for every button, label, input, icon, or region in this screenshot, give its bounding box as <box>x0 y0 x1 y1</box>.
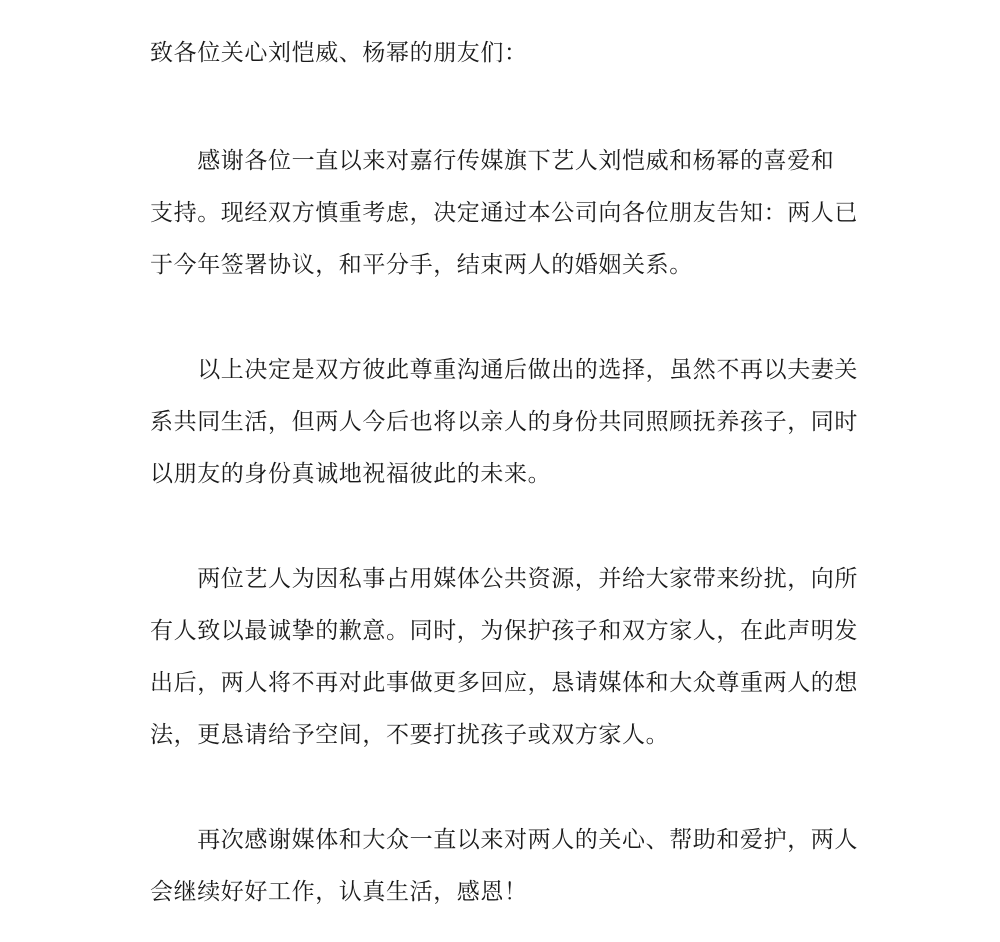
paragraph-line: 支持。现经双方慎重考虑，决定通过本公司向各位朋友告知：两人已 <box>150 200 858 226</box>
paragraph-line: 以朋友的身份真诚地祝福彼此的未来。 <box>150 461 552 487</box>
paragraph-line: 系共同生活，但两人今后也将以亲人的身份共同照顾抚养孩子，同时 <box>150 409 858 435</box>
paragraph-line: 法，更恳请给予空间，不要打扰孩子或双方家人。 <box>150 722 670 748</box>
paragraph-line: 感谢各位一直以来对嘉行传媒旗下艺人刘恺威和杨幂的喜爱和 <box>150 148 835 174</box>
paragraph-line: 以上决定是双方彼此尊重沟通后做出的选择，虽然不再以夫妻关 <box>150 357 858 383</box>
paragraph-line: 两位艺人为因私事占用媒体公共资源，并给大家带来纷扰，向所 <box>150 566 858 592</box>
paragraph-line: 会继续好好工作，认真生活，感恩！ <box>150 879 528 905</box>
paragraph-line: 有人致以最诚挚的歉意。同时，为保护孩子和双方家人，在此声明发 <box>150 618 858 644</box>
paragraph-line: 出后，两人将不再对此事做更多回应，恳请媒体和大众尊重两人的想 <box>150 670 858 696</box>
paragraph-line: 再次感谢媒体和大众一直以来对两人的关心、帮助和爱护，两人 <box>150 827 858 853</box>
salutation: 致各位关心刘恺威、杨幂的朋友们： <box>150 40 528 66</box>
paragraph-line: 于今年签署协议，和平分手，结束两人的婚姻关系。 <box>150 252 693 278</box>
